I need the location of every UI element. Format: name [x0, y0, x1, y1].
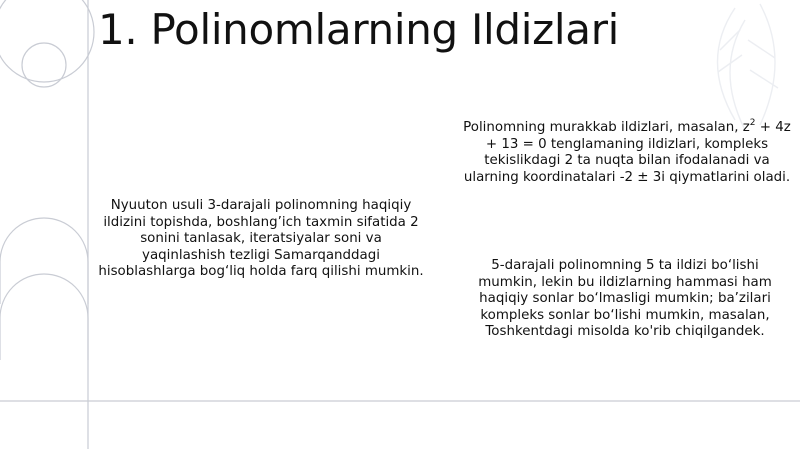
right-bottom-text-block: 5-darajali polinomning 5 ta ildizi bo‘lishi mumkin, lekin bu ildizlarning hammasi ham haqiqiy sonlar bo‘lmasligi mumkin; ba’zilari kompleks sonlar bo‘lishi mumkin, masalan, Toshkentdagi misolda ko'rib chiqilgandek. — [478, 258, 772, 340]
right-top-text-before: Polinomning murakkab ildizlari, masalan, z — [463, 120, 750, 135]
decor-circle-large — [0, 0, 94, 82]
decor-circle-small — [22, 43, 66, 87]
right-top-text-after: + 4z + 13 = 0 tenglamaning ildizlari, kompleks tekislikdagi 2 ta nuqta bilan ifodalanadi va ularning koordinatalari -2 ± 3i qiymatlarini oladi. — [463, 120, 791, 185]
decor-arch-2 — [0, 274, 88, 360]
right-top-text-block — [460, 120, 794, 186]
slide-title: 1. Polinomlarning Ildizlari — [98, 5, 620, 54]
decor-arch-1 — [0, 218, 88, 304]
decor-leaf — [718, 4, 779, 130]
left-text-block: Nyuuton usuli 3-darajali polinomning haqiqiy ildizini topishda, boshlang’ich taxmin sifatida 2 sonini tanlasak, iteratsiyalar soni va yaqinlashish tezligi Samarqanddagi hisoblashlarga bog‘liq holda farq qilishi mumkin. — [98, 198, 424, 280]
exponent-superscript: 2 — [749, 118, 756, 128]
